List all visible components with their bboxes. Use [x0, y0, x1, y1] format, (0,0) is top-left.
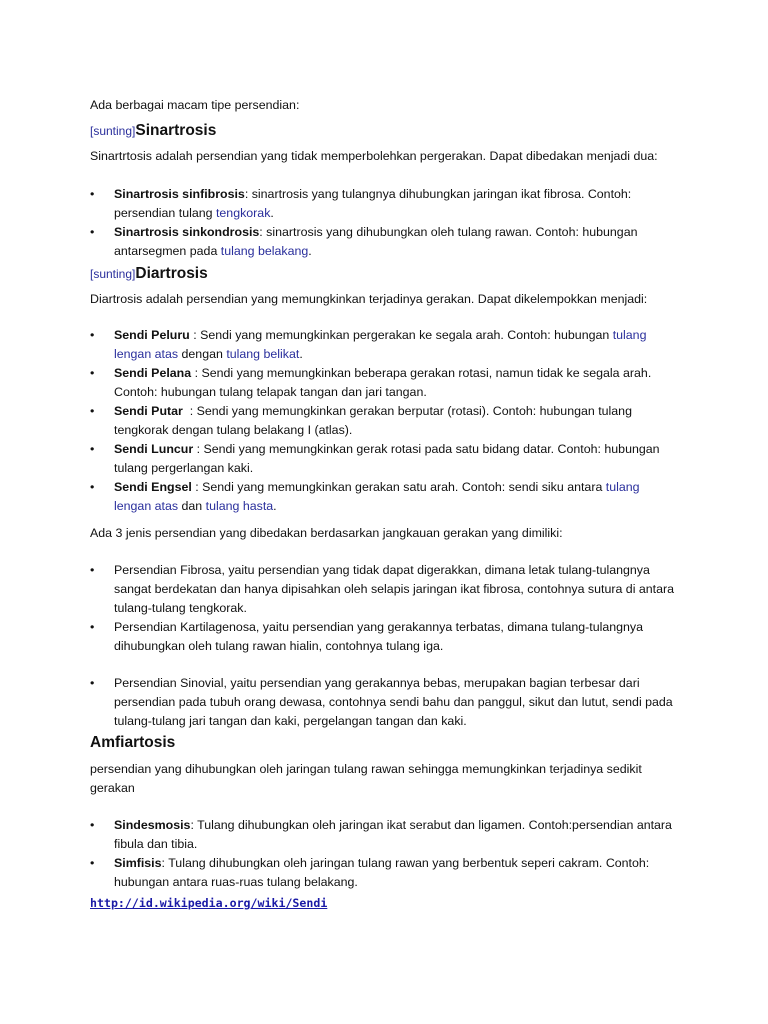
- wiki-link-tulang-lengan-atas[interactable]: tulang lengan atas: [114, 328, 647, 361]
- diartrosis-list: [90, 326, 680, 516]
- amfiartosis-description: persendian yang dihubungkan oleh jaringan tulang rawan sehingga memungkinkan terjadinya sedikit gerakan: [90, 762, 642, 795]
- diartrosis-description: Diartrosis adalah persendian yang memungkinkan terjadinya gerakan. Dapat dikelempokkan menjadi:: [90, 292, 648, 306]
- list-item: • Persendian Sinovial, yaitu persendian yang gerakannya bebas, merupakan bagian terbesar dari persendian pada tubuh orang dewasa, contohnya sendi bahu dan panggul, sikut dan lutut, sendi pada tulang-tulang jari tangan dan kaki, pergelangan tangan dan kaki.: [90, 674, 680, 731]
- list-item: • Sendi Engsel : Sendi yang memungkinkan gerakan satu arah. Contoh: sendi siku antara tulang lengan atas dan tulang hasta.: [90, 478, 680, 516]
- sinartrosis-description: Sinartrtosis adalah persendian yang tidak memperbolehkan pergerakan. Dapat dibedakan menjadi dua:: [90, 149, 658, 163]
- term: Sendi Peluru: [114, 328, 190, 342]
- sinartrosis-list: [90, 185, 680, 261]
- amfiartosis-list: [90, 816, 680, 892]
- term: Sendi Engsel: [114, 480, 192, 494]
- section-heading-amfiartosis: [90, 730, 680, 756]
- list-item: • Sinartrosis sinkondrosis: sinartrosis yang dihubungkan oleh tulang rawan. Contoh: hubungan antarsegmen pada tulang belakang.: [90, 223, 680, 261]
- heading-text: Sinartrosis: [135, 122, 217, 139]
- list-item: • Sendi Luncur : Sendi yang memungkinkan gerak rotasi pada satu bidang datar. Contoh: hubungan tulang pergerlangan kaki.: [90, 440, 680, 478]
- list-item: • Sinartrosis sinfibrosis: sinartrosis yang tulangnya dihubungkan jaringan ikat fibrosa. Contoh: persendian tulang tengkorak.: [90, 185, 680, 223]
- term: Sendi Putar: [114, 404, 183, 418]
- list-item: • Persendian Kartilagenosa, yaitu persendian yang gerakannya terbatas, dimana tulang-tulangnya dihubungkan oleh tulang rawan hialin, contohnya tulang iga.: [90, 618, 680, 656]
- list-item: • Sendi Putar : Sendi yang memungkinkan gerakan berputar (rotasi). Contoh: hubungan tulang tengkorak dengan tulang belakang I (atlas).: [90, 402, 680, 440]
- term: Sinartrosis sinfibrosis: [114, 187, 245, 201]
- section-heading-diartrosis: [90, 261, 680, 287]
- term: Sinartrosis sinkondrosis: [114, 225, 260, 239]
- list-item: • Sendi Peluru : Sendi yang memungkinkan pergerakan ke segala arah. Contoh: hubungan tulang lengan atas dengan tulang belikat.: [90, 326, 680, 364]
- term: Simfisis: [114, 856, 162, 870]
- wiki-link-tulang-lengan-atas[interactable]: tulang lengan atas: [114, 480, 640, 513]
- intro-text: Ada berbagai macam tipe persendian:: [90, 98, 300, 112]
- edit-link[interactable]: [sunting]: [90, 124, 136, 138]
- term: Sendi Pelana: [114, 366, 192, 380]
- edit-link[interactable]: [sunting]: [90, 267, 136, 281]
- wiki-link-tengkorak[interactable]: tengkorak: [215, 206, 271, 220]
- wiki-link-tulang-belakang[interactable]: tulang belakang: [220, 244, 309, 258]
- jenis-description: Ada 3 jenis persendian yang dibedakan berdasarkan jangkauan gerakan yang dimiliki:: [90, 526, 563, 540]
- section-heading-sinartrosis: [90, 118, 680, 144]
- wiki-link-tulang-hasta[interactable]: tulang hasta: [205, 499, 274, 513]
- document-page: [90, 96, 680, 913]
- list-item: • Sindesmosis: Tulang dihubungkan oleh jaringan ikat serabut dan ligamen. Contoh:persendian antara fibula dan tibia.: [90, 816, 680, 854]
- term: Sindesmosis: [114, 818, 191, 832]
- list-item: • Simfisis: Tulang dihubungkan oleh jaringan tulang rawan yang berbentuk seperi cakram. Contoh: hubungan antara ruas-ruas tulang belakang.: [90, 854, 680, 892]
- jenis-list: [90, 561, 680, 731]
- heading-text: Amfiartosis: [90, 734, 176, 751]
- term: Sendi Luncur: [114, 442, 194, 456]
- wiki-link-tulang-belikat[interactable]: tulang belikat: [226, 347, 300, 361]
- list-item: • Sendi Pelana : Sendi yang memungkinkan beberapa gerakan rotasi, namun tidak ke segala arah. Contoh: hubungan tulang telapak tangan dan jari tangan.: [90, 364, 680, 402]
- list-item: • Persendian Fibrosa, yaitu persendian yang tidak dapat digerakkan, dimana letak tulang-tulangnya sangat berdekatan dan hanya dipisahkan oleh selapis jaringan ikat fibrosa, contohnya sutura di antara tulang-tulang tengkorak.: [90, 561, 680, 618]
- source-url-link[interactable]: http://id.wikipedia.org/wiki/Sendi: [90, 896, 328, 910]
- heading-text: Diartrosis: [135, 265, 208, 282]
